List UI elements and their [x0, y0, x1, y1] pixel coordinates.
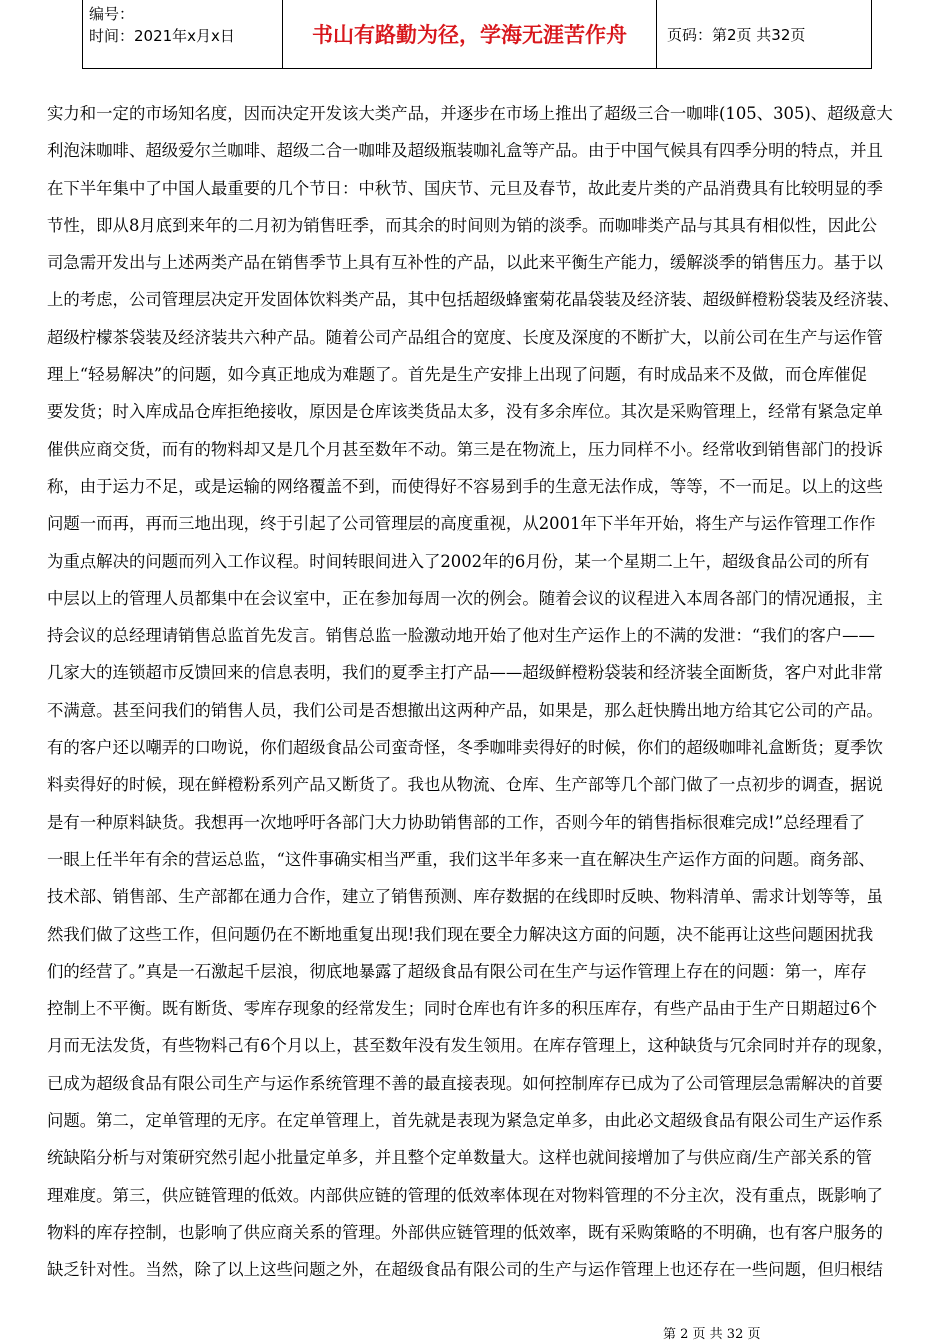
document-number: 编号：: [89, 5, 135, 23]
body-text-line: 已成为超级食品有限公司生产与运作系统管理不善的最直接表现。如何控制库存已成为了公司管理层急需解决的首要: [47, 1073, 883, 1093]
footer-page-number: 第 2 页 共 32 页: [663, 1327, 761, 1342]
document-body: [47, 95, 903, 1289]
document-date: 时间：2021年x月x日: [89, 27, 235, 45]
body-text-line: 超级柠檬茶袋装及经济装共六种产品。随着公司产品组合的宽度、长度及深度的不断扩大，以前公司在生产与运作管: [47, 327, 883, 347]
body-text-line: 们的经营了。”真是一石激起千层浪，彻底地暴露了超级食品有限公司在生产与运作管理上存在的问题：第一，库存: [47, 961, 867, 981]
body-text-line: 中层以上的管理人员都集中在会议室中，正在参加每周一次的例会。随着会议的议程进入本周各部门的情况通报，主: [47, 588, 883, 608]
header-motto: 书山有路勤为径，学海无涯苦作舟: [283, 0, 657, 68]
body-text-line: 统缺陷分析与对策研究然引起小批量定单多，并且整个定单数量大。这样也就间接增加了与供应商/生产部关系的管: [47, 1148, 873, 1168]
body-text-line: 然我们做了这些工作，但问题仍在不断地重复出现!我们现在要全力解决这方面的问题，决不能再让这些问题困扰我: [47, 924, 874, 944]
body-text-line: 节性，即从8月底到来年的二月初为销售旺季，而其余的时间则为销的淡季。而咖啡类产品与其具有相似性，因此公: [47, 215, 877, 235]
body-text-line: 司急需开发出与上述两类产品在销售季节上具有互补性的产品，以此来平衡生产能力，缓解淡季的销售压力。基于以: [47, 253, 883, 273]
body-text-line: 理难度。第三，供应链管理的低效。内部供应链的管理的低效率体现在对物料管理的不分主次，没有重点，既影响了: [47, 1185, 883, 1205]
body-text-line: 问题一而再，再而三地出现，终于引起了公司管理层的高度重视，从2001年下半年开始，将生产与运作管理工作作: [47, 514, 876, 534]
header-meta: [83, 0, 283, 68]
body-text-line: 称，由于运力不足，或是运输的网络覆盖不到，而使得好不容易到手的生意无法作成，等等，不一而足。以上的这些: [47, 476, 883, 496]
body-text-line: 催供应商交货，而有的物料却又是几个月甚至数年不动。第三是在物流上，压力同样不小。经常收到销售部门的投诉: [47, 439, 883, 459]
body-text-line: 是有一种原料缺货。我想再一次地呼吁各部门大力协助销售部的工作，否则今年的销售指标很难完成!”总经理看了: [47, 812, 866, 832]
body-text-line: 实力和一定的市场知名度，因而决定开发该大类产品，并逐步在市场上推出了超级三合一咖啡(105、305)、超级意大: [47, 104, 893, 123]
body-text-line: 持会议的总经理请销售总监首先发言。销售总监一脸激动地开始了他对生产运作上的不满的发泄：“我们的客户——: [47, 626, 875, 646]
body-text-line: 要发货；时入库成品仓库拒绝接收，原因是仓库该类货品太多，没有多余库位。其次是采购管理上，经常有紧急定单: [47, 402, 883, 422]
body-text-line: 一眼上任半年有余的营运总监，“这件事确实相当严重，我们这半年多来一直在解决生产运作方面的问题。商务部、: [47, 849, 875, 869]
body-text-line: 问题。第二，定单管理的无序。在定单管理上，首先就是表现为紧急定单多，由此必文超级食品有限公司生产运作系: [47, 1111, 883, 1131]
body-text-line: 不满意。甚至问我们的销售人员，我们公司是否想撤出这两种产品，如果是，那么赶快腾出地方给其它公司的产品。: [47, 700, 883, 720]
body-text-line: 利泡沫咖啡、超级爱尔兰咖啡、超级二合一咖啡及超级瓶装咖礼盒等产品。由于中国气候具有四季分明的特点，并且: [47, 141, 883, 161]
body-text-line: 料卖得好的时候，现在鲜橙粉系列产品又断货了。我也从物流、仓库、生产部等几个部门做了一点初步的调查，据说: [47, 775, 883, 795]
body-text-line: 月而无法发货，有些物料己有6个月以上，甚至数年没有发生领用。在库存管理上，这种缺货与冗余同时并存的现象，: [47, 1036, 894, 1056]
body-text-line: 上的考虑，公司管理层决定开发固体饮料类产品，其中包括超级蜂蜜菊花晶袋装及经济装、超级鲜橙粉袋装及经济装、: [47, 290, 900, 310]
body-text-line: 技术部、销售部、生产部都在通力合作，建立了销售预测、库存数据的在线即时反映、物料清单、需求计划等等，虽: [47, 887, 883, 907]
header-page-number: 页码：第2页 共32页: [667, 25, 806, 44]
body-text-line: 物料的库存控制，也影响了供应商关系的管理。外部供应链管理的低效率，既有采购策略的不明确，也有客户服务的: [47, 1222, 883, 1242]
body-text-line: 理上“轻易解决”的问题，如今真正地成为难题了。首先是生产安排上出现了问题，有时成品来不及做，而仓库催促: [47, 365, 867, 385]
body-text-line: 几家大的连锁超市反馈回来的信息表明，我们的夏季主打产品——超级鲜橙粉袋装和经济装全面断货，客户对此非常: [47, 663, 883, 683]
page-header: [82, 0, 872, 69]
body-text-line: 在下半年集中了中国人最重要的几个节日：中秋节、国庆节、元旦及春节，故此麦片类的产品消费具有比较明显的季: [47, 178, 883, 198]
body-text-line: 缺乏针对性。当然，除了以上这些问题之外，在超级食品有限公司的生产与运作管理上也还存在一些问题，但归根结: [47, 1260, 883, 1280]
body-text-line: 为重点解决的问题而列入工作议程。时间转眼间进入了2002年的6月份，某一个星期二上午，超级食品公司的所有: [47, 551, 870, 571]
body-text-line: 控制上不平衡。既有断货、零库存现象的经常发生；同时仓库也有许多的积压库存，有些产品由于生产日期超过6个: [47, 999, 877, 1019]
body-text-line: 有的客户还以嘲弄的口吻说，你们超级食品公司蛮奇怪，冬季咖啡卖得好的时候，你们的超级咖啡礼盒断货；夏季饮: [47, 738, 883, 758]
